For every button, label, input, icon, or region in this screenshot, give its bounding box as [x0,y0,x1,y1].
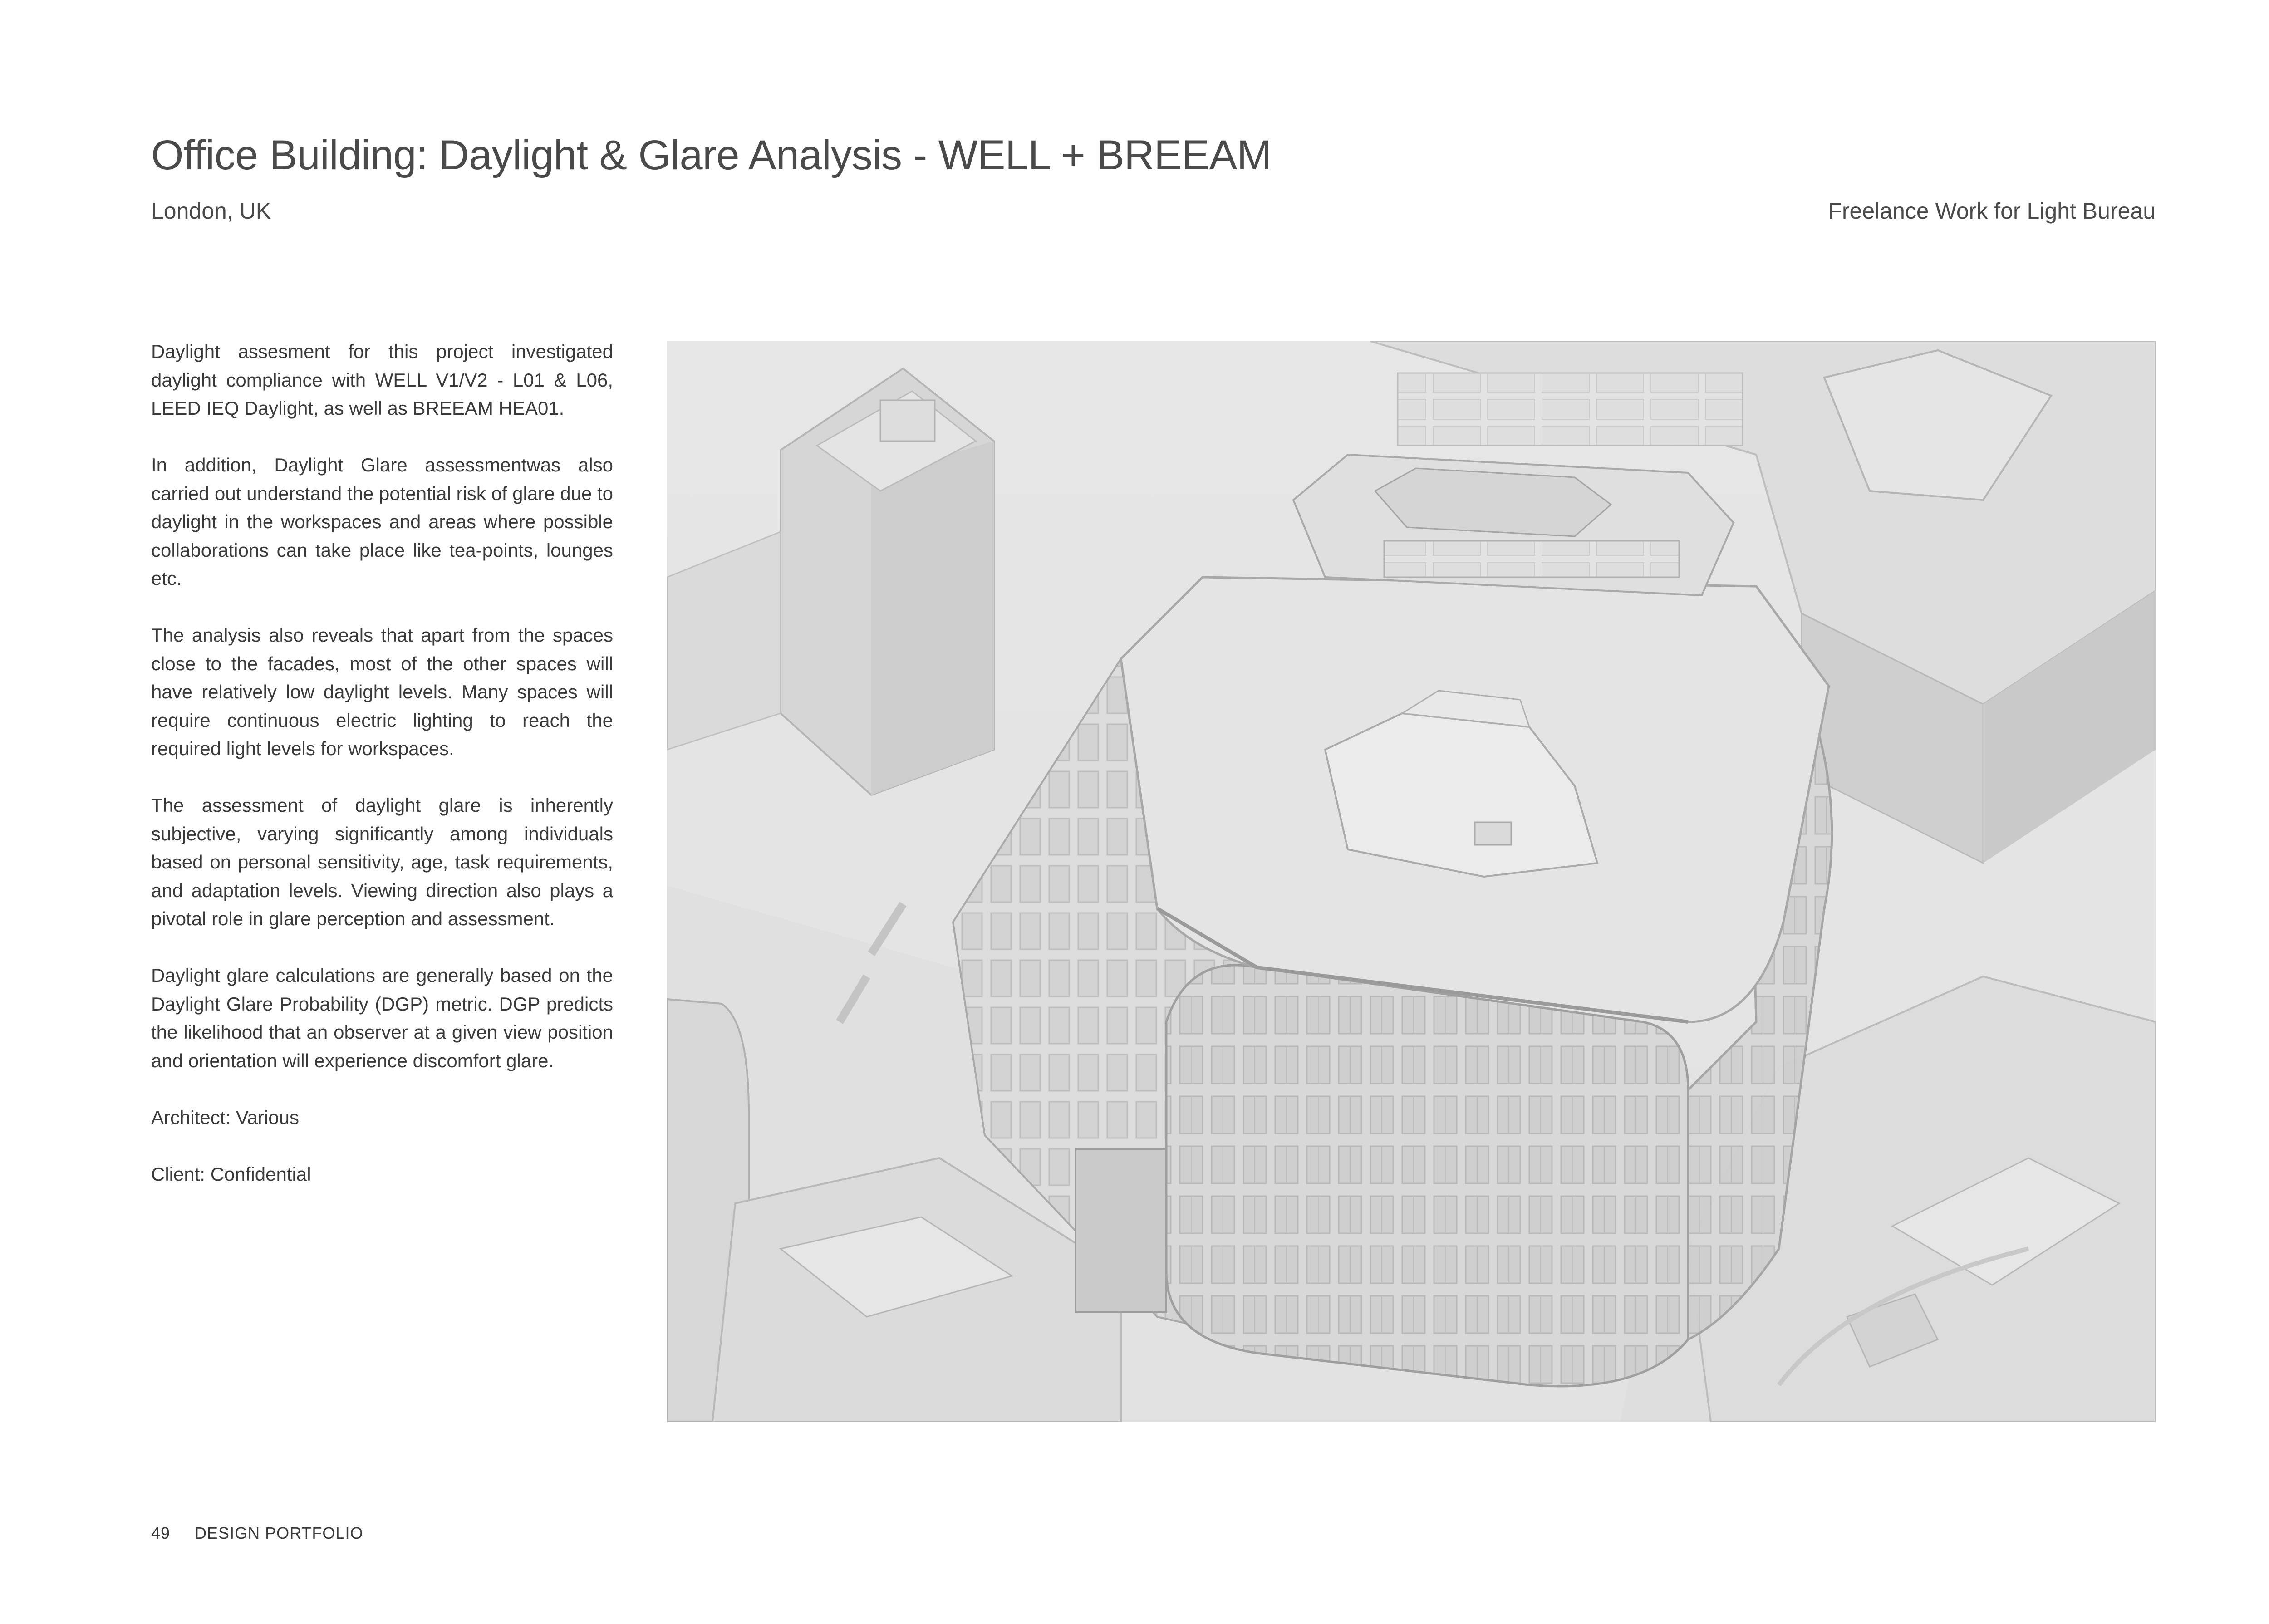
project-description [151,338,613,1217]
description-paragraph: Daylight assesment for this project investigated daylight compliance with WELL V1/V2 - L01 & L06, LEED IEQ Daylight, as well as BREEAM HEA01. [151,341,613,419]
architect-credit: Architect: Various [151,1106,300,1128]
footer-label: DESIGN PORTFOLIO [195,1524,363,1542]
page-footer [151,1524,363,1543]
building-render-illustration [667,341,2156,1422]
project-credit: Freelance Work for Light Bureau [1828,198,2156,224]
page-number: 49 [151,1524,171,1542]
description-paragraph: In addition, Daylight Glare assessmentwas also carried out understand the potential risk of glare due to daylight in the workspaces and areas where possible collaborations can take place like tea-points, lounges etc. [151,454,613,589]
client-credit: Client: Confidential [151,1163,311,1185]
page-title: Office Building: Daylight & Glare Analysis - WELL + BREEAM [151,132,1272,178]
description-paragraph: Daylight glare calculations are generally based on the Daylight Glare Probability (DGP) metric. DGP predicts the likelihood that an observer at a given view position and orientation will experience discomfort glare. [151,965,613,1071]
building-render-image [667,341,2156,1422]
description-paragraph: The analysis also reveals that apart from the spaces close to the facades, most of the other spaces will have relatively low daylight levels. Many spaces will require continuous electric lighting to reach the required light levels for workspaces. [151,624,613,759]
project-location: London, UK [151,198,271,224]
description-paragraph: The assessment of daylight glare is inherently subjective, varying significantly among individuals based on personal sensitivity, age, task requirements, and adaptation levels. Viewing direction also plays a pivotal role in glare perception and assessment. [151,795,613,929]
